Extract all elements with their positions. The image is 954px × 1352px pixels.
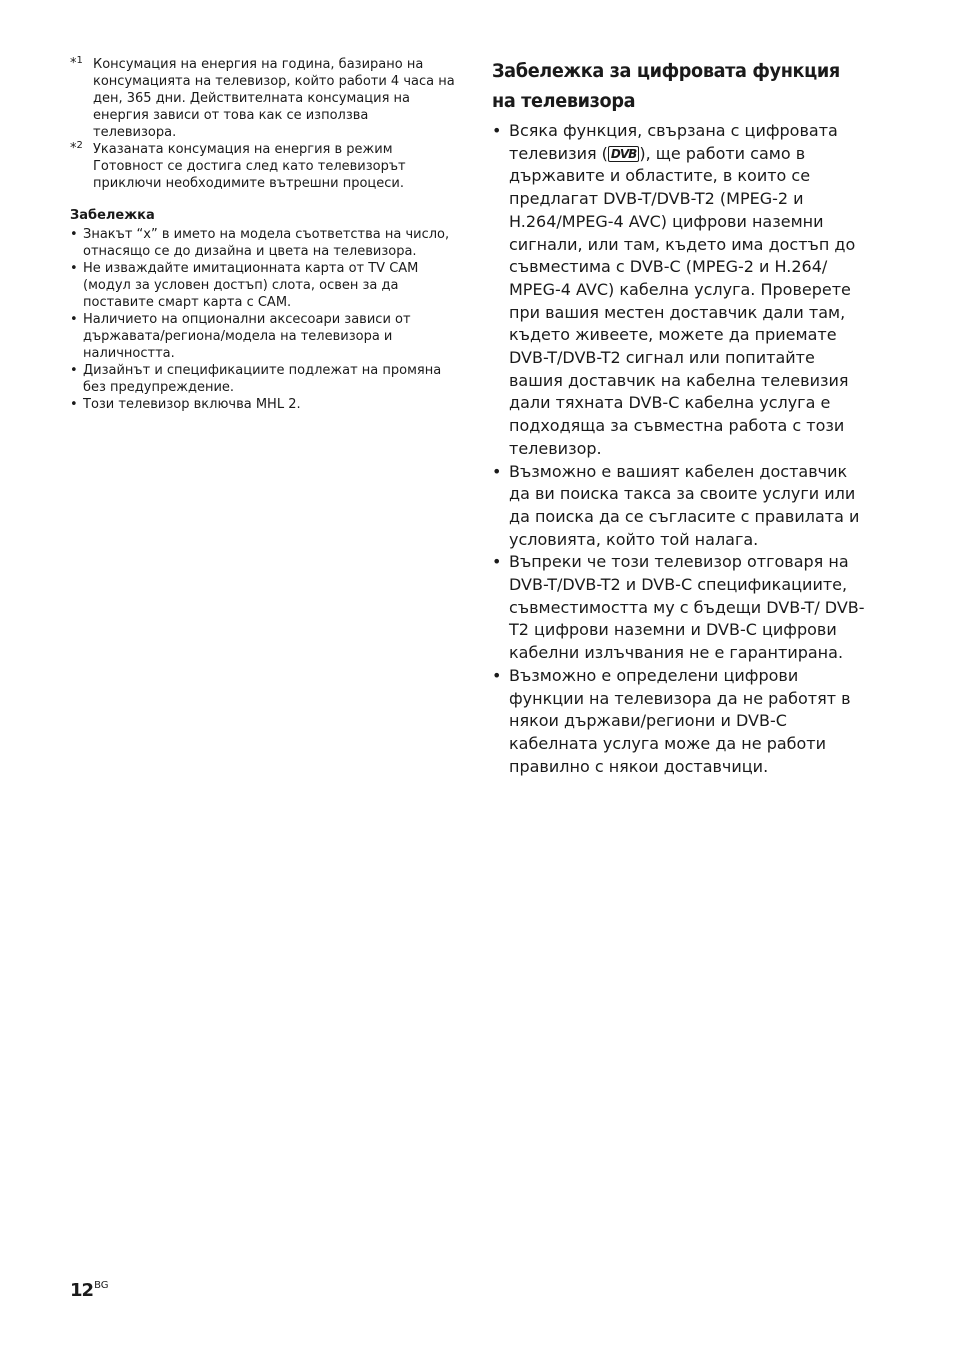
list-item: • Дизайнът и спецификациите подлежат на промяна без предупреждение. (70, 362, 455, 396)
list-item: • Въпреки че този телевизор отговаря на DVB-T/DVB-T2 и DVB-C спецификациите, съвместимостта му с бъдещи DVB-T/ DVB-T2 цифрови наземни и DVB-C цифрови кабелни излъчвания не е гарантирана. (492, 551, 872, 665)
list-item: • Всяка функция, свързана с цифровата телевизия ( DVB ), ще работи само в държавите и областите, в които се предлагат DVB-T/DVB-T2 (MPEG-2 и H.264/MPEG-4 AVC) цифрови наземни сигнали, или там, където има достъп до съвместима с DVB-C (MPEG-2 и H.264/ MPEG-4 AVC) кабелна услуга. Проверете при вашия местен доставчик дали там, където живеете, можете да приемате DVB-T/DVB-T2 сигнал или попитайте вашия доставчик на кабелна телевизия дали тяхната DVB-C кабелна услуга е подходяща за съвместна работа с този телевизор. (492, 120, 872, 461)
footnote-2 (70, 141, 455, 192)
list-item: • Знакът “x” в името на модела съответства на число, отнасящо се до дизайна и цвета на телевизора. (70, 226, 455, 260)
section-title: Забележка за цифровата функция на телевизора (492, 60, 840, 112)
digital-notes-list (492, 120, 872, 778)
note-heading: Забележка (70, 208, 155, 223)
note-list (70, 226, 455, 413)
footnote-text: Консумация на енергия на година, базирано на консумацията на телевизор, който работи 4 часа на ден, 365 дни. Действителната консумация на енергия зависи от това как се използва телевизора. (93, 57, 455, 140)
language-code: BG (94, 1280, 109, 1291)
footnote-text: Указаната консумация на енергия в режим Готовност се достига след като телевизорът приключи необходимите вътрешни процеси. (93, 142, 406, 191)
list-item: • Не изваждайте имитационната карта от TV CAM (модул за условен достъп) слота, освен за да поставите смарт карта с CAM. (70, 260, 455, 311)
dvb-logo-icon: DVB (608, 146, 639, 162)
footnote-mark: *$^1$ (70, 55, 83, 71)
list-item: • Този телевизор включва MHL 2. (70, 396, 455, 413)
left-column (70, 56, 455, 413)
list-item: • Възможно е вашият кабелен доставчик да ви поиска такса за своите услуги или да поиска да се съгласите с правилата и условията, който той налага. (492, 461, 872, 552)
footnote-1 (70, 56, 455, 141)
right-column (492, 56, 872, 778)
page-number: $12^{BG}$ (70, 1280, 109, 1301)
list-item: • Възможно е определени цифрови функции на телевизора да не работят в някои държави/региони и DVB-C кабелната услуга може да не работи правилно с някои доставчици. (492, 665, 872, 779)
list-item: • Наличието на опционални аксесоари зависи от държавата/региона/модела на телевизора и наличността. (70, 311, 455, 362)
footnote-mark: *$^2$ (70, 140, 83, 156)
